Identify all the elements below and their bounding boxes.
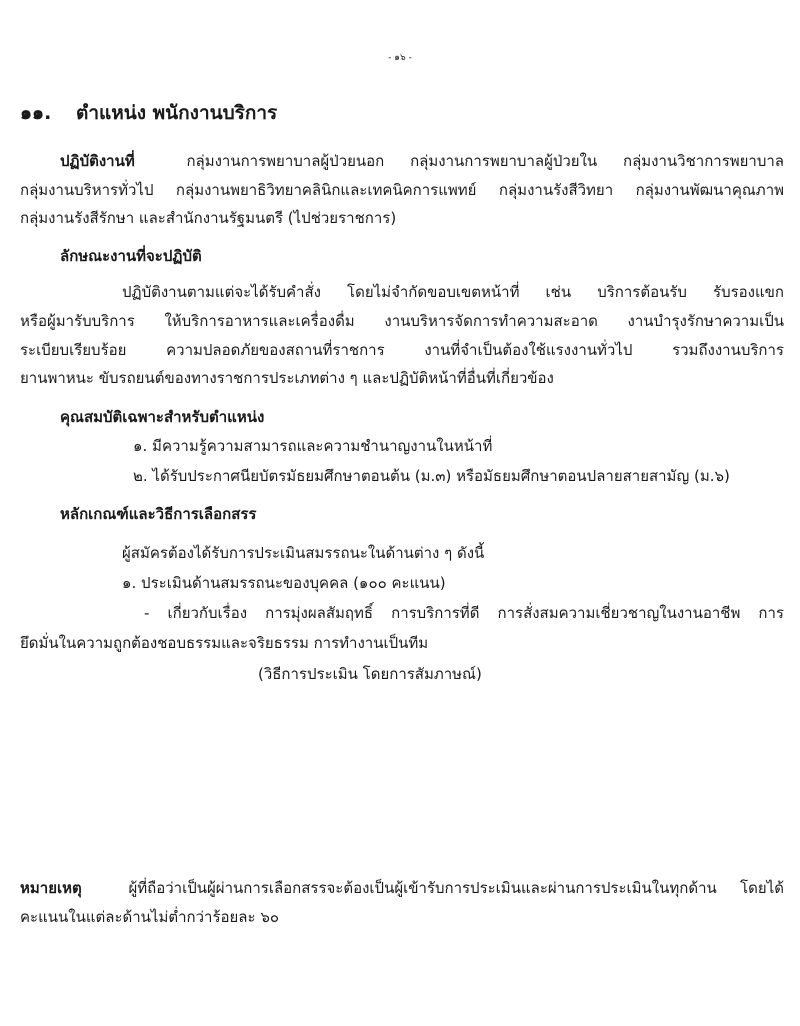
workplace-line-1 xyxy=(60,151,784,171)
duties-line-1: ปฏิบัติงานตามแต่จะได้รับคำสั่ง โดยไม่จำกัดขอบเขตหน้าที่ เช่น บริการต้อนรับ รับรองแขก xyxy=(122,283,784,301)
note-text-1: ผู้ที่ถือว่าเป็นผู้ผ่านการเลือกสรรจะต้องเป็นผู้เข้ารับการประเมินและผ่านการประเมินในทุกด้าน โดยได้ xyxy=(128,879,784,897)
duties-line-4: ยานพาหนะ ขับรถยนต์ของทางราชการประเภทต่าง ๆ และปฏิบัติหน้าที่อื่นที่เกี่ยวข้อง xyxy=(20,369,554,387)
selection-heading: หลักเกณฑ์และวิธีการเลือกสรร xyxy=(60,505,257,523)
qualifications-heading: คุณสมบัติเฉพาะสำหรับตำแหน่ง xyxy=(60,408,265,426)
page-number: - ๑๖ - xyxy=(388,53,412,63)
section-title: ตำแหน่ง พนักงานบริการ xyxy=(76,102,278,124)
duties-heading: ลักษณะงานที่จะปฏิบัติ xyxy=(60,247,202,265)
duties-line-3: ระเบียบเรียบร้อย ความปลอดภัยของสถานที่ราชการ งานที่จำเป็นต้องใช้แรงงานทั่วไป รวมถึงงานบริการ xyxy=(20,341,784,359)
selection-intro: ผู้สมัครต้องได้รับการประเมินสมรรถนะในด้านต่าง ๆ ดังนี้ xyxy=(122,544,485,562)
workplace-text-1: กลุ่มงานการพยาบาลผู้ป่วยนอก กลุ่มงานการพยาบาลผู้ป่วยใน กลุ่มงานวิชาการพยาบาล xyxy=(186,152,784,170)
workplace-line-3: กลุ่มงานรังสีรักษา และสำนักงานรัฐมนตรี (ไปช่วยราชการ) xyxy=(20,209,397,227)
duties-line-2: หรือผู้มารับบริการ ให้บริการอาหารและเครื่องดื่ม งานบริหารจัดการทำความสะอาด งานบำรุงรักษาความเป็น xyxy=(20,312,784,330)
workplace-line-2: กลุ่มงานบริหารทั่วไป กลุ่มงานพยาธิวิทยาคลินิกและเทคนิคการแพทย์ กลุ่มงานรังสีวิทยา กลุ่มงานพัฒนาคุณภาพ xyxy=(20,181,784,199)
note-line-2: คะแนนในแต่ละด้านไม่ต่ำกว่าร้อยละ ๖๐ xyxy=(20,908,279,926)
section-number: ๑๑. xyxy=(20,102,52,124)
selection-detail-line-1: - เกี่ยวกับเรื่อง การมุ่งผลสัมฤทธิ์ การบริการที่ดี การสั่งสมความเชี่ยวชาญในงานอาชีพ การ xyxy=(144,604,784,622)
qualification-item-2: ๒. ได้รับประกาศนียบัตรมัธยมศึกษาตอนต้น (ม.๓) หรือมัธยมศึกษาตอนปลายสายสามัญ (ม.๖) xyxy=(133,467,730,485)
note-label: หมายเหตุ xyxy=(20,879,82,897)
selection-item-1: ๑. ประเมินด้านสมรรถนะของบุคคล (๑๐๐ คะแนน) xyxy=(122,574,446,592)
qualification-item-1: ๑. มีความรู้ความสามารถและความชำนาญงานในหน้าที่ xyxy=(133,437,493,455)
selection-detail-line-2: ยึดมั่นในความถูกต้องชอบธรรมและจริยธรรม การทำงานเป็นทีม xyxy=(20,634,429,652)
selection-method: (วิธีการประเมิน โดยการสัมภาษณ์) xyxy=(258,665,482,683)
workplace-label: ปฏิบัติงานที่ xyxy=(60,152,135,170)
note-line-1 xyxy=(20,878,784,898)
section-heading xyxy=(20,100,277,126)
